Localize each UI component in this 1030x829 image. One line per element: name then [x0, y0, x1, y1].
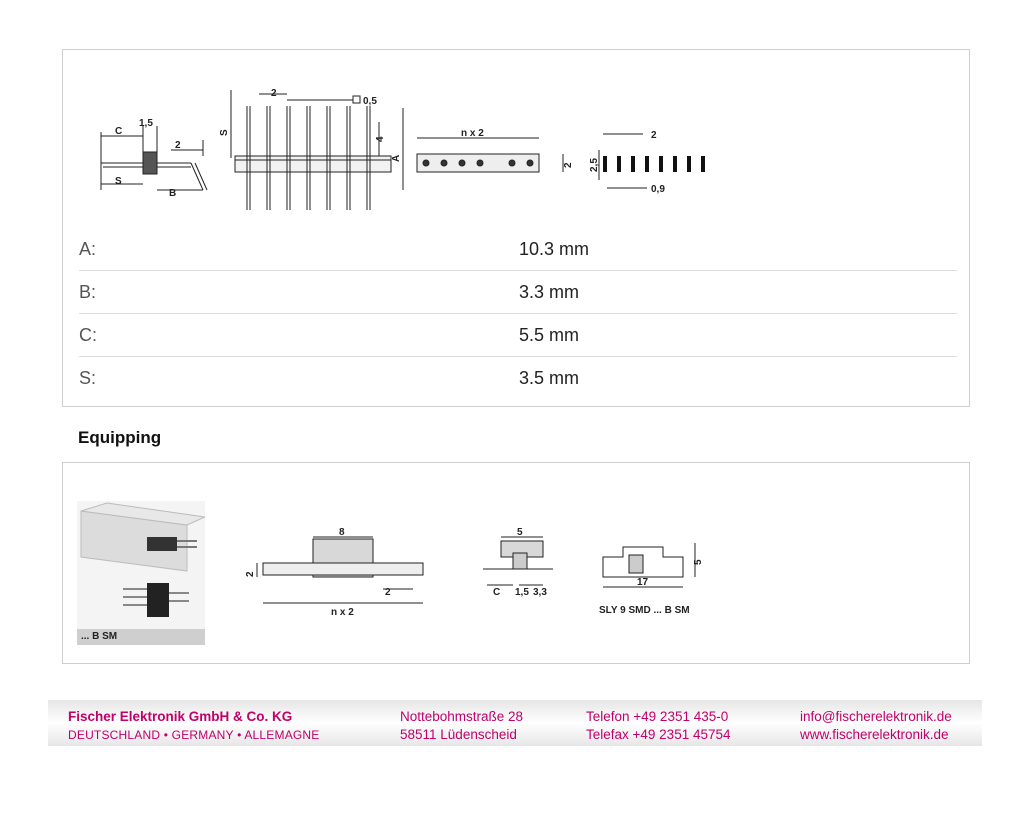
- label-0-5: 0,5: [363, 96, 377, 107]
- label-2-top: 2: [563, 162, 574, 168]
- label-b: B: [169, 188, 177, 199]
- label-17: 17: [637, 577, 649, 588]
- label-a: A: [391, 154, 402, 162]
- company-name: Fischer Elektronik GmbH & Co. KG: [68, 709, 293, 724]
- label-n-x-2: n x 2: [461, 128, 484, 139]
- label-s: S: [115, 176, 122, 187]
- label-5-tape: 5: [693, 559, 704, 565]
- footer-contact: [800, 708, 952, 744]
- technical-drawing: [63, 50, 969, 228]
- spec-value: 3.3 mm: [519, 282, 580, 302]
- equipping-panel: [62, 462, 970, 664]
- label-1-5: 1,5: [139, 118, 153, 129]
- label-c-equip: C: [493, 587, 501, 598]
- spec-value: 10.3 mm: [519, 239, 590, 259]
- spec-label: C:: [79, 325, 97, 345]
- footer-phone: [586, 708, 731, 744]
- label-4: 4: [375, 136, 386, 142]
- spec-row-b: [79, 271, 957, 314]
- label-2-front: 2: [271, 88, 277, 99]
- spec-label: B:: [79, 282, 97, 302]
- label-0-9: 0,9: [651, 184, 665, 195]
- street: Nottebohmstraße 28: [400, 709, 524, 724]
- email-link[interactable]: info@fischerelektronik.de: [800, 709, 952, 724]
- spec-label: A:: [79, 239, 97, 259]
- city: 58511 Lüdenscheid: [400, 727, 517, 742]
- label-c: C: [115, 126, 123, 137]
- label-5: 5: [517, 527, 523, 538]
- footer-company: [68, 708, 320, 744]
- label-2-side: 2: [175, 140, 181, 151]
- spec-table: [79, 228, 957, 399]
- countries: DEUTSCHLAND • GERMANY • ALLEMAGNE: [68, 728, 320, 742]
- spec-row-a: [79, 228, 957, 271]
- footer-address: [400, 708, 523, 744]
- spec-value: 3.5 mm: [519, 368, 580, 388]
- photo-caption: ... B SM: [77, 629, 205, 645]
- website-link[interactable]: www.fischerelektronik.de: [800, 727, 949, 742]
- label-s-front: S: [219, 129, 230, 136]
- dimensions-panel: [62, 49, 970, 407]
- label-1-5-equip: 1,5: [515, 587, 529, 598]
- spec-row-c: [79, 314, 957, 357]
- footer: [48, 700, 982, 746]
- label-3-3: 3,3: [533, 587, 547, 598]
- label-2-5: 2,5: [589, 158, 600, 172]
- packaging-drawing: [243, 523, 743, 623]
- label-8: 8: [339, 527, 345, 538]
- equipping-heading: Equipping: [78, 428, 162, 447]
- product-illustration: [77, 501, 205, 629]
- label-2-equip: 2: [245, 571, 256, 577]
- label-packaging: SLY 9 SMD ... B SM: [599, 605, 690, 616]
- label-n-x-2-equip: n x 2: [331, 607, 354, 618]
- phone: Telefon +49 2351 435-0: [586, 709, 729, 724]
- fax: Telefax +49 2351 45754: [586, 727, 731, 742]
- label-2-footprint: 2: [651, 130, 657, 141]
- spec-label: S:: [79, 368, 97, 388]
- product-photo: [77, 501, 205, 645]
- label-2-equip-b: 2: [385, 587, 391, 598]
- spec-row-s: [79, 357, 957, 399]
- spec-value: 5.5 mm: [519, 325, 580, 345]
